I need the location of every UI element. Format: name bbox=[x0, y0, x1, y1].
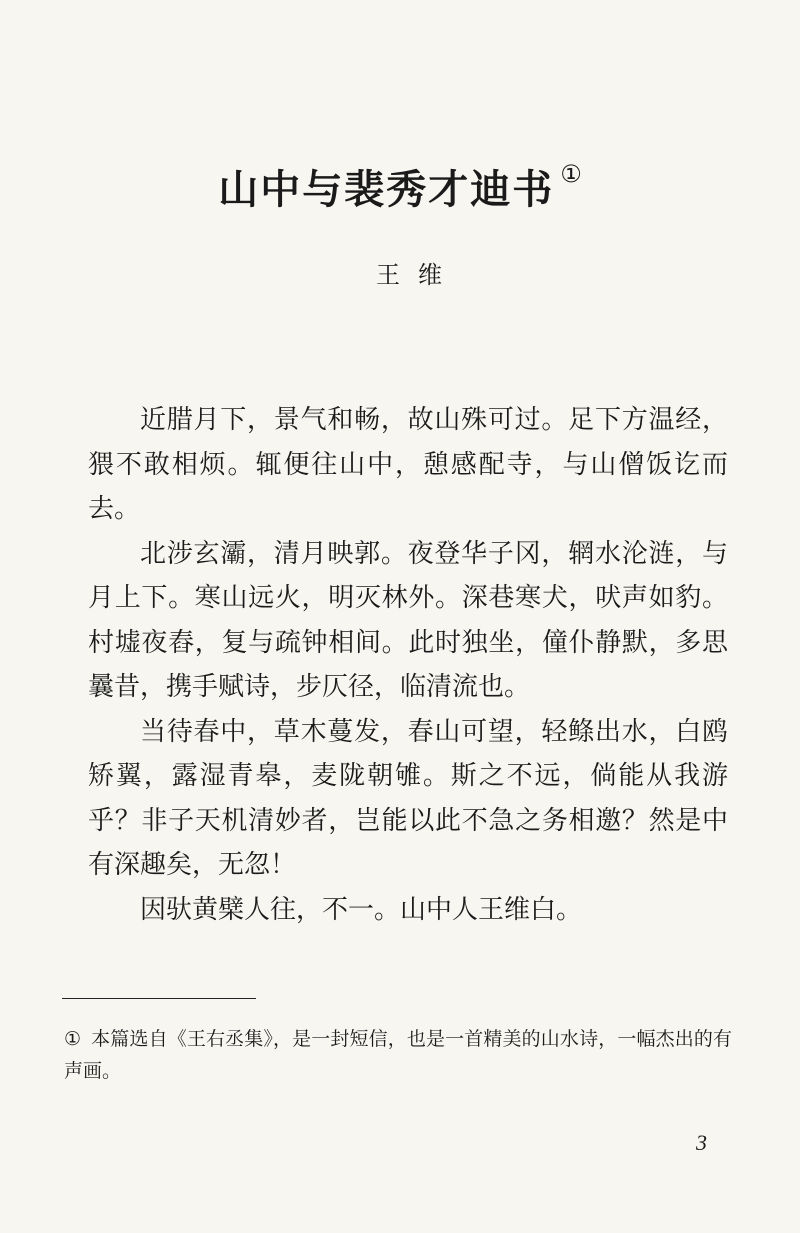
title-footnote-marker: ① bbox=[560, 160, 582, 188]
paragraph-1: 近腊月下，景气和畅，故山殊可过。足下方温经，猥不敢相烦。辄便往山中，憩感配寺，与山僧饭讫而去。 bbox=[88, 405, 728, 524]
footnote-divider bbox=[62, 998, 256, 999]
page-title: 山中与裴秀才迪书 bbox=[218, 167, 555, 213]
footnote bbox=[64, 1023, 732, 1087]
letter-body bbox=[88, 398, 728, 932]
author-name: 王维 bbox=[376, 261, 460, 289]
paragraph-3: 当待春中，草木蔓发，春山可望，轻鲦出水，白鸥矫翼，露湿青皋，麦陇朝雊。斯之不远，倘能从我游乎？非子天机清妙者，岂能以此不急之务相邀？然是中有深趣矣，无忽！ bbox=[88, 716, 728, 880]
paragraph-4: 因驮黄檗人往，不一。山中人王维白。 bbox=[140, 894, 583, 925]
footnote-marker: ① bbox=[64, 1028, 82, 1050]
footnote-text: 本篇选自《王右丞集》，是一封短信，也是一首精美的山水诗，一幅杰出的有声画。 bbox=[64, 1028, 732, 1082]
page-number: 3 bbox=[696, 1130, 707, 1155]
paragraph-2: 北涉玄灞，清月映郭。夜登华子冈，辋水沦涟，与月上下。寒山远火，明灭林外。深巷寒犬，吠声如豹。村墟夜舂，复与疏钟相间。此时独坐，僮仆静默，多思曩昔，携手赋诗，步仄径，临清流也。 bbox=[88, 538, 728, 702]
title-block bbox=[0, 158, 800, 215]
